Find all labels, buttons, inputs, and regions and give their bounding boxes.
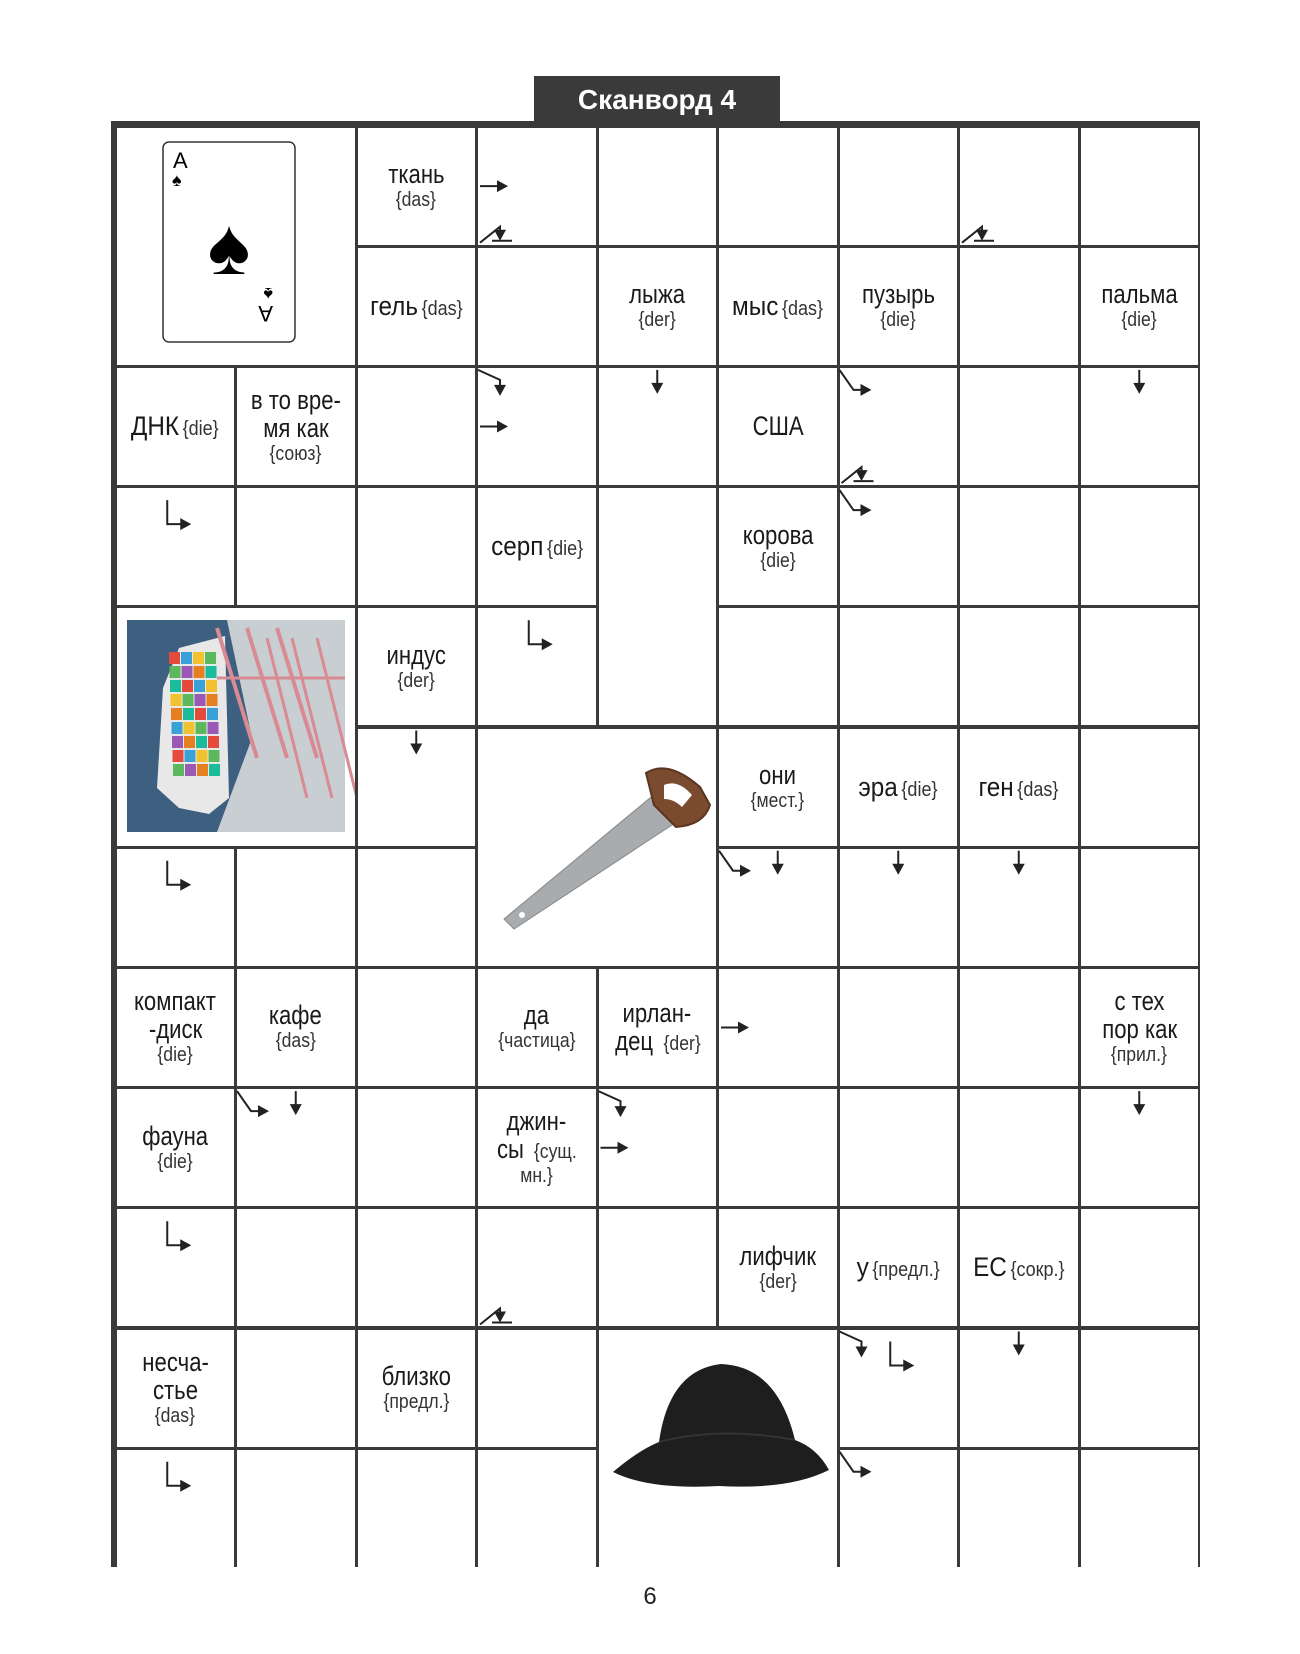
answer-cell[interactable] (117, 849, 235, 966)
card-suit-small-icon: ♠ (262, 283, 273, 304)
answer-cell[interactable] (1081, 729, 1199, 846)
answer-cell[interactable] (599, 1209, 717, 1326)
clue-cell (719, 248, 837, 365)
clue-cell (719, 488, 837, 605)
clue-word: лифчик (739, 1240, 817, 1271)
clue-article: {частица} (498, 1030, 576, 1053)
clue-cell (358, 128, 476, 245)
clue-article: {die} (901, 778, 938, 801)
clue-cell (599, 248, 717, 365)
clue-word: мыс (732, 290, 779, 321)
answer-cell[interactable] (840, 488, 958, 605)
clue-article: {союз} (269, 443, 322, 466)
clue-article: {прил.} (1111, 1044, 1168, 1067)
clue-cell (358, 248, 476, 365)
clue-word: корова (742, 519, 814, 550)
clue-word: да (524, 1000, 550, 1031)
answer-cell[interactable] (358, 1450, 476, 1567)
clue-word: -диск (148, 1014, 202, 1045)
clue-word: у (856, 1252, 869, 1283)
answer-cell[interactable] (719, 1089, 837, 1206)
clue-word: индус (386, 639, 446, 670)
clue-cell (478, 1089, 596, 1206)
clue-word: ген (978, 771, 1015, 802)
answer-cell[interactable] (358, 849, 476, 966)
clue-word: стье (152, 1375, 198, 1406)
clue-word: лыжа (629, 279, 686, 310)
answer-cell[interactable] (599, 1089, 717, 1206)
scanword-grid (111, 121, 1200, 1567)
answer-cell[interactable] (599, 488, 717, 725)
clue-cell (960, 1209, 1078, 1326)
clue-article: {die} (760, 549, 796, 572)
clue-word: сы (496, 1134, 524, 1165)
clue-article: мн.} (520, 1165, 554, 1188)
answer-cell[interactable] (719, 128, 837, 245)
clue-cell (117, 368, 235, 485)
clue-word: джин- (506, 1106, 567, 1137)
clue-article: {der} (397, 669, 435, 692)
answer-cell[interactable] (117, 1450, 235, 1567)
saw-picture-cell (478, 729, 716, 966)
clue-article: {die} (546, 538, 583, 561)
answer-cell[interactable] (840, 608, 958, 725)
clue-word: пальма (1101, 279, 1178, 310)
clue-word: серп (490, 531, 544, 562)
clue-word: несча- (141, 1347, 209, 1378)
answer-cell[interactable] (960, 849, 1078, 966)
clue-cell (719, 1209, 837, 1326)
ace-image (117, 128, 355, 365)
answer-cell[interactable] (840, 849, 958, 966)
clue-article: {die} (880, 309, 916, 332)
answer-cell[interactable] (840, 128, 958, 245)
clue-word: ирлан- (622, 997, 692, 1028)
clue-cell (599, 969, 717, 1086)
clue-word: ДНК (131, 410, 180, 441)
clue-article: {сущ. (533, 1141, 577, 1164)
clue-article: {предл.} (872, 1259, 940, 1282)
answer-cell[interactable] (840, 1330, 958, 1447)
clue-word: в то вре- (250, 385, 341, 416)
clue-article: {das} (421, 297, 463, 320)
answer-cell[interactable] (1081, 488, 1199, 605)
answer-cell[interactable] (960, 368, 1078, 485)
clue-cell (237, 368, 355, 485)
clue-article: {das} (1017, 778, 1059, 801)
answer-cell[interactable] (358, 1209, 476, 1326)
answer-cell[interactable] (1081, 1089, 1199, 1206)
clue-word: кафе (269, 1000, 323, 1031)
clue-word: с тех (1114, 986, 1165, 1017)
answer-cell[interactable] (478, 368, 596, 485)
hat-picture-cell (599, 1330, 837, 1567)
clue-cell (117, 1089, 235, 1206)
answer-cell[interactable] (1081, 849, 1199, 966)
clue-word: они (759, 760, 797, 791)
clue-word: пузырь (861, 279, 935, 310)
clue-word: ЕС (973, 1252, 1007, 1283)
answer-cell[interactable] (1081, 1330, 1199, 1447)
clue-word: дец (615, 1025, 654, 1056)
answer-cell[interactable] (237, 1089, 355, 1206)
answer-cell[interactable] (1081, 128, 1199, 245)
answer-cell[interactable] (960, 969, 1078, 1086)
clue-word: пор как (1101, 1014, 1177, 1045)
clue-article: {der} (638, 309, 676, 332)
clue-article: {der} (663, 1032, 701, 1055)
clue-article: {предл.} (383, 1391, 450, 1414)
answer-cell[interactable] (840, 368, 958, 485)
answer-cell[interactable] (840, 969, 958, 1086)
ship-image (117, 608, 355, 845)
ace-picture-cell (117, 128, 355, 365)
clue-article: {die} (157, 1150, 193, 1173)
puzzle-title: Сканворд 4 (534, 76, 780, 123)
answer-cell[interactable] (960, 248, 1078, 365)
clue-article: {das} (155, 1405, 196, 1428)
clue-cell (1081, 969, 1199, 1086)
clue-article: {die} (1121, 309, 1157, 332)
clue-cell (840, 1209, 958, 1326)
clue-cell (117, 969, 235, 1086)
clue-word: мя как (262, 413, 329, 444)
answer-cell[interactable] (358, 488, 476, 605)
clue-article: {die} (157, 1044, 193, 1067)
answer-cell[interactable] (840, 1450, 958, 1567)
clue-cell (719, 368, 837, 485)
answer-cell[interactable] (840, 1089, 958, 1206)
clue-article: {сокр.} (1010, 1259, 1065, 1282)
clue-word: гель (369, 290, 418, 321)
clue-cell (237, 969, 355, 1086)
answer-cell[interactable] (599, 128, 717, 245)
clue-article: {das} (396, 189, 437, 212)
answer-cell[interactable] (960, 1089, 1078, 1206)
spade-icon: ♠ (207, 201, 250, 291)
clue-cell (840, 248, 958, 365)
answer-cell[interactable] (960, 128, 1078, 245)
answer-cell[interactable] (237, 849, 355, 966)
answer-cell[interactable] (960, 488, 1078, 605)
clue-article: {das} (275, 1030, 316, 1053)
clue-cell (840, 729, 958, 846)
answer-cell[interactable] (478, 1450, 596, 1567)
clue-article: {der} (759, 1270, 797, 1293)
clue-cell (1081, 248, 1199, 365)
clue-word: компакт (134, 986, 217, 1017)
clue-article: {das} (782, 297, 824, 320)
clue-word: фауна (142, 1120, 209, 1151)
clue-cell (358, 608, 476, 725)
answer-cell[interactable] (237, 488, 355, 605)
answer-cell[interactable] (358, 729, 476, 846)
hat-image (599, 1330, 837, 1567)
clue-word: США (752, 411, 804, 442)
answer-cell[interactable] (960, 1450, 1078, 1567)
clue-word: ткань (388, 159, 445, 190)
clue-cell (478, 969, 596, 1086)
answer-cell[interactable] (960, 1330, 1078, 1447)
clue-word: эра (858, 771, 899, 802)
answer-cell[interactable] (1081, 368, 1199, 485)
clue-cell (358, 1330, 476, 1447)
answer-cell[interactable] (960, 608, 1078, 725)
card-suit-small-icon: ♠ (171, 169, 182, 190)
answer-cell[interactable] (1081, 1209, 1199, 1326)
answer-cell[interactable] (478, 1330, 596, 1447)
clue-cell (719, 729, 837, 846)
answer-cell[interactable] (599, 368, 717, 485)
page-number: 6 (643, 1583, 657, 1610)
answer-cell[interactable] (478, 608, 596, 725)
card-rank-bottom: A (257, 300, 273, 326)
answer-cell[interactable] (358, 1089, 476, 1206)
answer-cell[interactable] (358, 368, 476, 485)
clue-cell (117, 1330, 235, 1447)
answer-cell[interactable] (478, 128, 596, 245)
clue-cell (960, 729, 1078, 846)
answer-cell[interactable] (237, 1209, 355, 1326)
answer-cell[interactable] (478, 248, 596, 365)
ship-picture-cell (117, 608, 355, 845)
answer-cell[interactable] (358, 969, 476, 1086)
answer-cell[interactable] (1081, 608, 1199, 725)
clue-word: близко (381, 1361, 451, 1392)
answer-cell[interactable] (1081, 1450, 1199, 1567)
answer-cell[interactable] (117, 488, 235, 605)
answer-cell[interactable] (237, 1450, 355, 1567)
answer-cell[interactable] (719, 969, 837, 1086)
clue-article: {die} (183, 417, 220, 440)
clue-article: {мест.} (751, 790, 805, 813)
answer-cell[interactable] (478, 1209, 596, 1326)
answer-cell[interactable] (719, 608, 837, 725)
answer-cell[interactable] (117, 1209, 235, 1326)
card-rank-top: A (172, 147, 188, 173)
saw-image (478, 729, 716, 966)
clue-cell (478, 488, 596, 605)
answer-cell[interactable] (237, 1330, 355, 1447)
answer-cell[interactable] (719, 849, 837, 966)
